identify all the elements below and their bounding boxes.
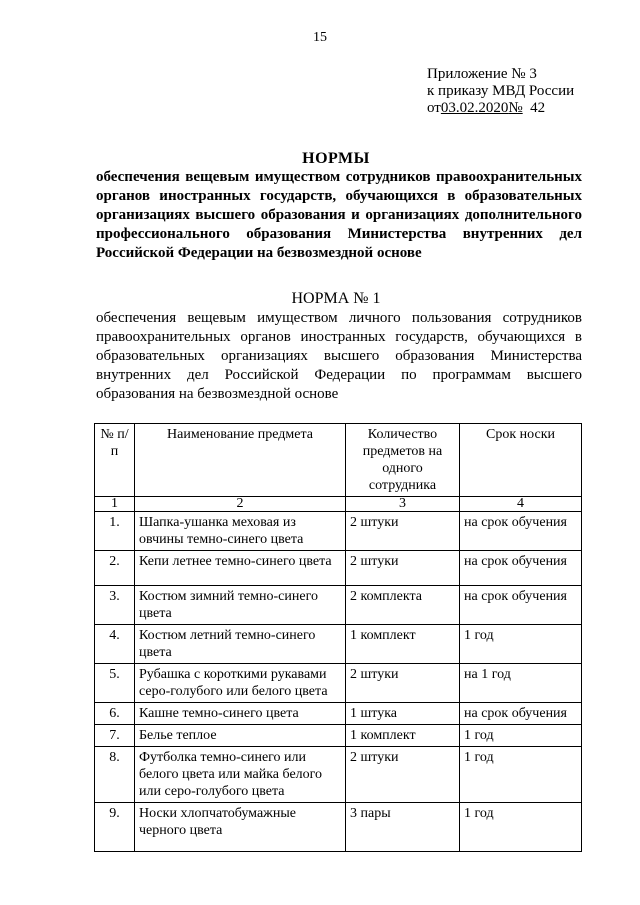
table-row (95, 586, 582, 625)
row-num: 1. (95, 512, 135, 551)
row-term: на срок обучения (460, 512, 582, 551)
table-row (95, 551, 582, 586)
order-date: 03.02.2020 (440, 100, 509, 116)
row-name: Шапка-ушанка меховая из овчины темно-синего цвета (135, 512, 346, 551)
page-number: 15 (313, 30, 327, 45)
number-prefix: № (508, 100, 523, 116)
row-num: 8. (95, 747, 135, 803)
row-num: 5. (95, 664, 135, 703)
header-num: № п/п (95, 424, 135, 497)
row-qty: 2 штуки (346, 512, 460, 551)
row-num: 3. (95, 586, 135, 625)
row-qty: 1 комплект (346, 625, 460, 664)
row-term: на срок обучения (460, 703, 582, 725)
header-name: Наименование предмета (135, 424, 346, 497)
row-num: 7. (95, 725, 135, 747)
row-term: 1 год (460, 747, 582, 803)
table-row (95, 625, 582, 664)
row-term: на срок обучения (460, 551, 582, 586)
col-index: 2 (135, 497, 346, 512)
col-index: 4 (460, 497, 582, 512)
row-qty: 2 штуки (346, 747, 460, 803)
norms-table (94, 423, 582, 852)
norm-description: обеспечения вещевым имуществом личного пользования сотрудников правоохранительных органов иностранных государств, обучающихся в образовательных организациях высшего образования Министерства внутренних дел Российской Федерации по программам высшего образования на безвозмездной основе (96, 310, 582, 402)
table-row (95, 725, 582, 747)
row-qty: 2 штуки (346, 664, 460, 703)
row-term: на 1 год (460, 664, 582, 703)
order-number: 42 (530, 100, 546, 116)
row-name: Кепи летнее темно-синего цвета (135, 551, 346, 586)
document-subtitle: обеспечения вещевым имуществом сотрудников правоохранительных органов иностранных государств, обучающихся в образовательных организациях высшего образования и организациях дополнительного профессионального образования Министерства внутренних дел Российской Федерации на безвозмездной основе (96, 169, 582, 261)
appendix-line1: Приложение № 3 (427, 66, 537, 82)
table-row (95, 803, 582, 852)
row-name: Носки хлопчатобумажные черного цвета (135, 803, 346, 852)
row-name: Футболка темно-синего или белого цвета или майка белого или серо-голубого цвета (135, 747, 346, 803)
appendix-date-line (427, 100, 574, 117)
row-term: 1 год (460, 625, 582, 664)
row-qty: 3 пары (346, 803, 460, 852)
header-qty: Количество предметов на одного сотрудника (346, 424, 460, 497)
row-name: Рубашка с короткими рукавами серо-голубого или белого цвета (135, 664, 346, 703)
row-term: на срок обучения (460, 586, 582, 625)
column-index-row (95, 497, 582, 512)
table-row (95, 747, 582, 803)
row-qty: 2 комплекта (346, 586, 460, 625)
row-num: 4. (95, 625, 135, 664)
row-name: Кашне темно-синего цвета (135, 703, 346, 725)
table-row (95, 512, 582, 551)
row-name: Костюм летний темно-синего цвета (135, 625, 346, 664)
row-name: Костюм зимний темно-синего цвета (135, 586, 346, 625)
col-index: 1 (95, 497, 135, 512)
header-term: Срок носки (460, 424, 582, 497)
col-index: 3 (346, 497, 460, 512)
norm-heading: НОРМА № 1 (291, 290, 381, 307)
row-qty: 2 штуки (346, 551, 460, 586)
document-title: НОРМЫ (302, 150, 370, 167)
table-row (95, 703, 582, 725)
row-qty: 1 штука (346, 703, 460, 725)
table-row (95, 664, 582, 703)
table-header-row (95, 424, 582, 497)
row-term: 1 год (460, 803, 582, 852)
row-num: 2. (95, 551, 135, 586)
row-num: 9. (95, 803, 135, 852)
row-qty: 1 комплект (346, 725, 460, 747)
appendix-line2: к приказу МВД России (427, 83, 575, 99)
row-num: 6. (95, 703, 135, 725)
appendix-block (427, 66, 574, 117)
row-term: 1 год (460, 725, 582, 747)
row-name: Белье теплое (135, 725, 346, 747)
date-prefix: от (427, 100, 441, 116)
